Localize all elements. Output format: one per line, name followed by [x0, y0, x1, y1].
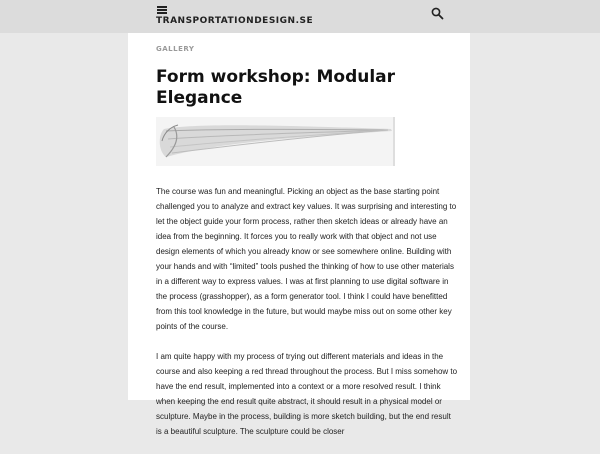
post-paragraph: I am quite happy with my process of trying out different materials and ideas in the course and also keeping a red thread throughout the process. But I miss somehow to have the end result, implemented into a context or a more resolved result. I think when keeping the end result quite abstract, it should result in a physical model or sculpture. Maybe in the process, building is more sketch building, but the end result is a beautiful sculpture. The sculpture could be closer: [156, 352, 458, 436]
post-content-area: [128, 33, 470, 436]
hamburger-menu-icon[interactable]: [157, 6, 167, 14]
post-title: Form workshop: Modular Elegance: [156, 67, 396, 108]
post-paragraph: The course was fun and meaningful. Picking an object as the base starting point challenged you to analyze and extract key values. It was surprising and interesting to let the object guide your form process, rather then sketch ideas or already have an idea from the beginning. It forces you to really work with that object and not use design elements of which you already know or see somewhere online. Building with your hands and with “limited” tools pushed the thinking of how to use other materials in a different way to express values. I was at first planning to use digital software in the process (grasshopper), as a form generator tool. I think I could have benefitted from this tool knowledge in the future, but would maybe miss out on some other key points of the course.: [156, 187, 457, 331]
top-navigation-bar: [0, 0, 600, 33]
post-category-link[interactable]: GALLERY: [156, 45, 195, 53]
search-icon[interactable]: [431, 5, 444, 18]
post-body: [156, 184, 458, 454]
featured-image-sculpture: [156, 117, 395, 166]
site-title-link[interactable]: TRANSPORTATIONDESIGN.SE: [156, 16, 314, 26]
